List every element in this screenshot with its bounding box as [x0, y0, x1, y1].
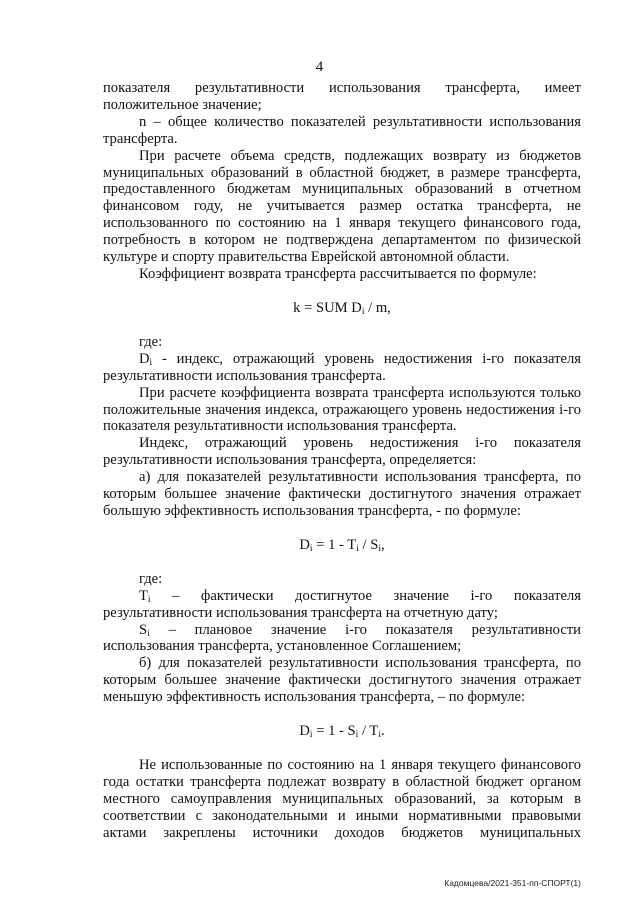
paragraph-n-definition: n – общее количество показателей результативности использования трансферта. [103, 113, 581, 147]
symbol-s-sub: i [147, 628, 150, 639]
paragraph-si-definition [103, 622, 581, 656]
formula-d1-part-b: = 1 - T [312, 536, 357, 553]
paragraph-coefficient-intro: Коэффициент возврата трансферта рассчитывается по формуле: [139, 265, 537, 282]
formula-d2-part-c: / T [358, 723, 379, 740]
symbol-d-sub: i [149, 357, 153, 368]
formula-d1-part-a: D [299, 536, 310, 553]
formula-k-sub: i [361, 306, 365, 317]
paragraph-index-intro: Индекс, отражающий уровень недостижения i-го показателя результативности использования трансферта, определяется: [103, 435, 581, 469]
formula-k [103, 300, 581, 317]
paragraph-case-a: а) для показателей результативности использования трансферта, по которым большее значение фактически достигнутого значения отражает большую эффективность использования трансферта, - по формуле: [103, 469, 581, 519]
paragraph-si-text: – плановое значение i-го показателя результативности использования трансферта, установленное Соглашением; [103, 621, 581, 655]
formula-d1-sub-b: i [356, 543, 359, 554]
page-number: 4 [315, 59, 324, 75]
formula-d1-sub-a: i [309, 543, 313, 554]
document-footer-code: Кадомцева/2021-351-пп-СПОРТ(1) [444, 878, 581, 888]
formula-k-lhs: k = SUM D [293, 299, 362, 316]
formula-k-rhs: / m, [364, 299, 391, 316]
paragraph-ti-definition [103, 588, 581, 622]
formula-d2-sub-b: i [355, 730, 359, 741]
formula-d2-sub-c: i [378, 730, 381, 741]
document-body [103, 80, 581, 842]
formula-d2-sub-a: i [309, 730, 313, 741]
symbol-s: S [139, 621, 148, 638]
symbol-t: T [139, 587, 148, 604]
formula-d1-sub-c: i [378, 543, 381, 554]
formula-d1-part-d: , [380, 536, 385, 553]
where-label-2: где: [139, 570, 163, 587]
paragraph-return-volume: При расчете объема средств, подлежащих возврату из бюджетов муниципальных образований в областной бюджет, в размере трансферта, предоставленного бюджетам муниципальных образований в отчетном финансовом году, не учитывается размер остатка трансферта, не использованного по состоянию на 1 января текущего финансового года, потребность в котором не подтверждена департаментом по физической культуре и спорту правительства Еврейской автономной области. [103, 147, 581, 266]
formula-d-case-b [103, 723, 581, 740]
formula-d2-part-d: . [380, 723, 385, 740]
where-label: где: [139, 333, 163, 350]
paragraph-di-definition [103, 351, 581, 385]
paragraph-di-text: - индекс, отражающий уровень недостижения i-го показателя результативности использования трансферта. [103, 350, 581, 384]
paragraph-positive-values: При расчете коэффициента возврата трансферта используются только положительные значения индекса, отражающего уровень недостижения i-го показателя результативности использования трансферта. [103, 384, 581, 435]
formula-d2-part-b: = 1 - S [312, 723, 356, 740]
symbol-d: D [139, 350, 150, 367]
paragraph-case-b: б) для показателей результативности использования трансферта, по которым большее значение фактически достигнутого значения отражает меньшую эффективность использования трансферта, – по формуле: [103, 655, 581, 706]
paragraph-continuation: показателя результативности использования трансферта, имеет положительное значение; [103, 80, 581, 113]
symbol-t-sub: i [147, 594, 151, 605]
paragraph-ti-text: – фактически достигнутое значение i-го показателя результативности использования трансферта на отчетную дату; [103, 587, 581, 621]
formula-d-case-a [103, 537, 581, 554]
formula-d1-part-c: / S [358, 536, 379, 553]
formula-d2-part-a: D [299, 723, 310, 740]
paragraph-unused-balances: Не использованные по состоянию на 1 января текущего финансового года остатки трансферта подлежат возврату в областной бюджет органом местного самоуправления муниципальных образований, за которым в соответствии с законодательными и иными нормативными правовыми актами закреплены источники доходов бюджетов муниципальных [103, 757, 581, 841]
